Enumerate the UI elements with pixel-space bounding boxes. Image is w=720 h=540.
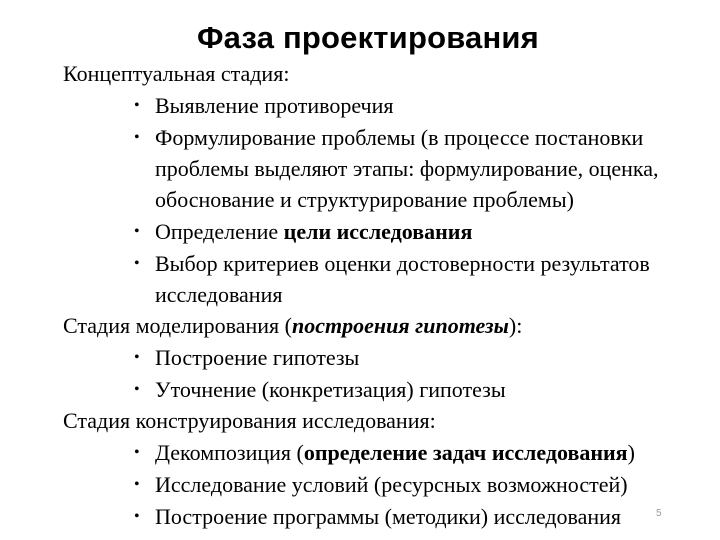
bullet-text-plain: Декомпозиция ( [155, 440, 304, 465]
list-item [63, 469, 720, 500]
slide-content [63, 58, 720, 532]
bullet-text-bold: определение задач исследования [303, 440, 628, 465]
list-item [63, 248, 720, 310]
bullet-icon: • [134, 129, 140, 146]
bullet-text: Построение программы (методики) исследования [155, 504, 622, 529]
bullet-icon: • [134, 444, 140, 461]
page-number: 5 [656, 508, 662, 519]
bullet-text-plain: Определение [155, 219, 284, 244]
bullet-icon: • [134, 97, 140, 114]
bullet-icon: • [134, 255, 140, 272]
bullet-text: Выбор критериев оценки достоверности результатов исследования [155, 251, 650, 307]
list-item [63, 501, 720, 532]
list-item [63, 122, 720, 215]
bullet-text [155, 216, 720, 247]
bullet-list-conceptual [63, 90, 720, 310]
slide-title: Фаза проектирования [197, 20, 539, 55]
bullet-icon: • [134, 349, 140, 366]
list-item [63, 342, 720, 373]
list-item [63, 374, 720, 405]
bullet-icon: • [134, 381, 140, 398]
heading-text-plain: ): [508, 313, 523, 338]
section-heading-conceptual: Концептуальная стадия: [63, 61, 290, 86]
bullet-list-modeling [63, 342, 720, 405]
bullet-text-plain: ) [627, 440, 635, 465]
section-heading-modeling [63, 310, 720, 341]
list-item [63, 437, 720, 468]
bullet-icon: • [134, 476, 140, 493]
list-item [63, 216, 720, 247]
bullet-text: Формулирование проблемы (в процессе постановки проблемы выделяют этапы: формулирование, оценка, обоснование и структурирование проблемы) [155, 125, 659, 212]
list-item [63, 90, 720, 121]
heading-text-plain: Стадия моделирования ( [63, 313, 292, 338]
section-heading-construction: Стадия конструирования исследования: [63, 408, 436, 433]
bullet-text: Исследование условий (ресурсных возможностей) [155, 472, 628, 497]
bullet-list-construction [63, 437, 720, 532]
heading-text-emphasis: построения гипотезы [291, 313, 509, 338]
bullet-text: Уточнение (конкретизация) гипотезы [155, 377, 506, 402]
bullet-icon: • [134, 508, 140, 525]
bullet-text [155, 437, 720, 468]
bullet-text: Выявление противоречия [155, 93, 394, 118]
bullet-text-bold: цели исследования [283, 219, 473, 244]
bullet-icon: • [134, 223, 140, 240]
bullet-text: Построение гипотезы [155, 345, 360, 370]
